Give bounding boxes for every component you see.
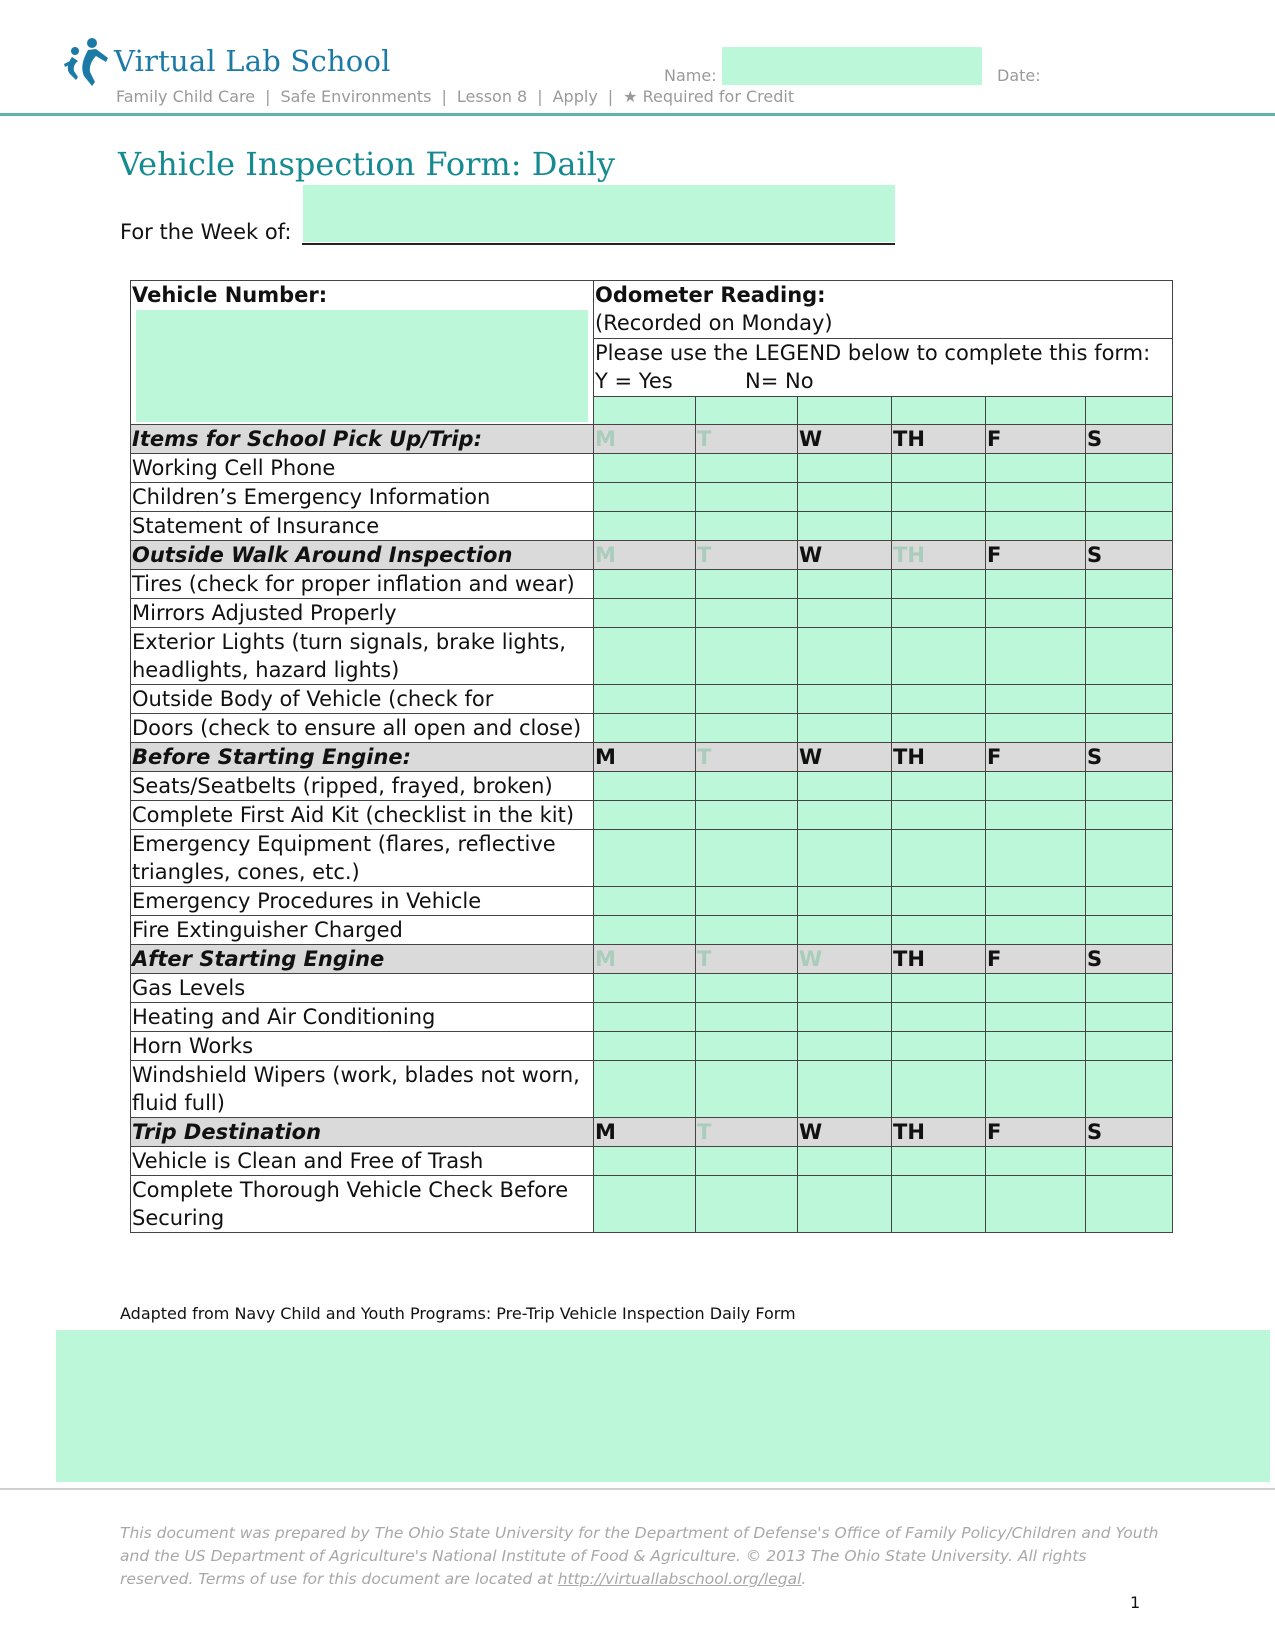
- section-header-row: [131, 541, 1173, 570]
- checklist-item-label: Complete Thorough Vehicle Check Before Securing: [131, 1176, 594, 1233]
- section-title: Items for School Pick Up/Trip:: [131, 425, 594, 454]
- day-check-input[interactable]: [892, 1032, 986, 1061]
- day-check-input[interactable]: [892, 685, 986, 714]
- day-check-input[interactable]: [594, 916, 696, 945]
- checklist-item-label: Tires (check for proper inflation and wear): [131, 570, 594, 599]
- day-check-input[interactable]: [1086, 714, 1173, 743]
- day-check-input[interactable]: [798, 974, 892, 1003]
- checklist-row: [131, 801, 1173, 830]
- day-check-input[interactable]: [986, 512, 1086, 541]
- section-title: Trip Destination: [131, 1118, 594, 1147]
- header-divider: [0, 113, 1275, 116]
- legal-text: This document was prepared by The Ohio State University for the Department of Defense's Office of Family Policy/Children and Youth and the US Department of Agriculture's National Institute of Food & Agriculture. © 2013 The Ohio State University. All rights reserved. Terms of use for this document are located at: [120, 1524, 1159, 1588]
- day-check-input[interactable]: [594, 1147, 696, 1176]
- legend-yes: Y = Yes: [595, 369, 673, 393]
- week-of-underline: [302, 243, 895, 245]
- day-header: W: [798, 945, 892, 974]
- footer-input-area[interactable]: [56, 1330, 1270, 1482]
- checklist-item-label: Mirrors Adjusted Properly: [131, 599, 594, 628]
- day-check-input[interactable]: [986, 1061, 1086, 1118]
- day-check-input[interactable]: [798, 916, 892, 945]
- day-check-input[interactable]: [892, 772, 986, 801]
- week-of-label: For the Week of:: [120, 220, 292, 244]
- spacer-cell: [594, 397, 696, 425]
- day-check-input[interactable]: [892, 512, 986, 541]
- day-check-input[interactable]: [1086, 887, 1173, 916]
- day-check-input[interactable]: [696, 1061, 798, 1118]
- day-check-input[interactable]: [1086, 974, 1173, 1003]
- day-check-input[interactable]: [798, 628, 892, 685]
- day-check-input[interactable]: [1086, 830, 1173, 887]
- day-check-input[interactable]: [798, 685, 892, 714]
- day-check-input[interactable]: [696, 887, 798, 916]
- required-credit-badge: ★ Required for Credit: [623, 87, 795, 106]
- section-header-row: [131, 425, 1173, 454]
- day-header: M: [594, 743, 696, 772]
- day-check-input[interactable]: [892, 628, 986, 685]
- checklist-item-label: Fire Extinguisher Charged: [131, 916, 594, 945]
- day-check-input[interactable]: [798, 1147, 892, 1176]
- day-check-input[interactable]: [696, 916, 798, 945]
- day-check-input[interactable]: [798, 830, 892, 887]
- day-check-input[interactable]: [1086, 599, 1173, 628]
- day-check-input[interactable]: [594, 483, 696, 512]
- vehicle-number-cell: [131, 281, 594, 425]
- day-check-input[interactable]: [696, 801, 798, 830]
- spacer-cell: [696, 397, 798, 425]
- day-check-input[interactable]: [696, 628, 798, 685]
- day-header: M: [594, 945, 696, 974]
- legal-link[interactable]: http://virtuallabschool.org/legal: [557, 1570, 802, 1588]
- day-check-input[interactable]: [696, 570, 798, 599]
- day-check-input[interactable]: [1086, 1003, 1173, 1032]
- checklist-row: [131, 916, 1173, 945]
- day-check-input[interactable]: [892, 599, 986, 628]
- day-header: W: [798, 1118, 892, 1147]
- breadcrumb-item[interactable]: Apply: [552, 87, 598, 106]
- day-header: T: [696, 541, 798, 570]
- day-check-input[interactable]: [696, 1147, 798, 1176]
- day-check-input[interactable]: [594, 1032, 696, 1061]
- day-header: TH: [892, 743, 986, 772]
- day-check-input[interactable]: [798, 1032, 892, 1061]
- day-header: S: [1086, 945, 1173, 974]
- checklist-item-label: Horn Works: [131, 1032, 594, 1061]
- section-header-row: [131, 743, 1173, 772]
- day-check-input[interactable]: [798, 714, 892, 743]
- vehicle-number-input[interactable]: [136, 310, 588, 422]
- date-label: Date:: [997, 66, 1041, 85]
- day-header: F: [986, 425, 1086, 454]
- day-check-input[interactable]: [1086, 1061, 1173, 1118]
- spacer-cell: [892, 397, 986, 425]
- checklist-row: [131, 1147, 1173, 1176]
- checklist-item-label: Doors (check to ensure all open and close): [131, 714, 594, 743]
- day-check-input[interactable]: [892, 974, 986, 1003]
- day-check-input[interactable]: [594, 772, 696, 801]
- header-row-odometer: [131, 281, 1173, 339]
- day-check-input[interactable]: [986, 599, 1086, 628]
- day-check-input[interactable]: [594, 1003, 696, 1032]
- inspection-table: [130, 280, 1173, 1233]
- spacer-cell: [986, 397, 1086, 425]
- day-check-input[interactable]: [594, 570, 696, 599]
- day-check-input[interactable]: [986, 772, 1086, 801]
- brand-name: Virtual Lab School: [114, 44, 391, 78]
- legend-text: Please use the LEGEND below to complete this form:: [595, 341, 1151, 365]
- day-check-input[interactable]: [798, 801, 892, 830]
- day-check-input[interactable]: [986, 1003, 1086, 1032]
- day-check-input[interactable]: [798, 512, 892, 541]
- day-check-input[interactable]: [986, 454, 1086, 483]
- day-check-input[interactable]: [892, 1003, 986, 1032]
- day-header: W: [798, 743, 892, 772]
- day-check-input[interactable]: [1086, 1147, 1173, 1176]
- week-of-input[interactable]: [303, 185, 895, 242]
- checklist-row: [131, 454, 1173, 483]
- checklist-row: [131, 483, 1173, 512]
- day-check-input[interactable]: [986, 1176, 1086, 1233]
- checklist-row: [131, 628, 1173, 685]
- day-check-input[interactable]: [594, 512, 696, 541]
- day-check-input[interactable]: [986, 801, 1086, 830]
- day-check-input[interactable]: [892, 1061, 986, 1118]
- day-check-input[interactable]: [986, 483, 1086, 512]
- day-check-input[interactable]: [594, 685, 696, 714]
- checklist-item-label: Emergency Procedures in Vehicle: [131, 887, 594, 916]
- section-header-row: [131, 945, 1173, 974]
- day-check-input[interactable]: [594, 714, 696, 743]
- vehicle-number-label: Vehicle Number:: [132, 283, 328, 307]
- day-check-input[interactable]: [798, 483, 892, 512]
- checklist-row: [131, 830, 1173, 887]
- day-header: S: [1086, 541, 1173, 570]
- day-check-input[interactable]: [986, 570, 1086, 599]
- day-check-input[interactable]: [1086, 570, 1173, 599]
- day-check-input[interactable]: [696, 483, 798, 512]
- vls-logo-icon: [62, 36, 110, 88]
- day-check-input[interactable]: [594, 1061, 696, 1118]
- day-check-input[interactable]: [798, 599, 892, 628]
- name-label: Name:: [664, 66, 717, 85]
- legend-cell: [594, 339, 1173, 397]
- day-header: TH: [892, 945, 986, 974]
- checklist-item-label: Working Cell Phone: [131, 454, 594, 483]
- checklist-row: [131, 685, 1173, 714]
- day-header: W: [798, 425, 892, 454]
- day-header: F: [986, 743, 1086, 772]
- section-title: Outside Walk Around Inspection: [131, 541, 594, 570]
- checklist-row: [131, 1003, 1173, 1032]
- checklist-row: [131, 974, 1173, 1003]
- day-check-input[interactable]: [696, 1032, 798, 1061]
- day-check-input[interactable]: [986, 916, 1086, 945]
- day-check-input[interactable]: [696, 714, 798, 743]
- day-check-input[interactable]: [986, 1032, 1086, 1061]
- day-check-input[interactable]: [986, 887, 1086, 916]
- day-check-input[interactable]: [798, 1003, 892, 1032]
- day-check-input[interactable]: [696, 599, 798, 628]
- day-check-input[interactable]: [696, 1176, 798, 1233]
- day-check-input[interactable]: [798, 454, 892, 483]
- day-header: TH: [892, 425, 986, 454]
- day-check-input[interactable]: [892, 1176, 986, 1233]
- day-check-input[interactable]: [986, 1147, 1086, 1176]
- breadcrumb-item[interactable]: Safe Environments: [280, 87, 432, 106]
- spacer-cell: [798, 397, 892, 425]
- day-check-input[interactable]: [1086, 685, 1173, 714]
- breadcrumb-item[interactable]: Lesson 8: [456, 87, 528, 106]
- checklist-item-label: Seats/Seatbelts (ripped, frayed, broken): [131, 772, 594, 801]
- day-check-input[interactable]: [594, 801, 696, 830]
- legal-notice: This document was prepared by The Ohio State University for the Department of Defense's Office of Family Policy/Children and Youth and the US Department of Agriculture's National Institute of Food & Agriculture. © 2013 The Ohio State University. All rights reserved. Terms of use for this document are located at http://virtuallabschool.org/legal.: [120, 1524, 1159, 1588]
- day-check-input[interactable]: [986, 628, 1086, 685]
- day-header: TH: [892, 1118, 986, 1147]
- day-header: TH: [892, 541, 986, 570]
- day-header: T: [696, 743, 798, 772]
- odometer-note: (Recorded on Monday): [595, 311, 833, 335]
- day-check-input[interactable]: [1086, 628, 1173, 685]
- day-check-input[interactable]: [986, 685, 1086, 714]
- breadcrumb-item[interactable]: Family Child Care: [116, 87, 256, 106]
- day-check-input[interactable]: [1086, 483, 1173, 512]
- day-check-input[interactable]: [892, 830, 986, 887]
- breadcrumb: Family Child Care | Safe Environments | Lesson 8 | Apply | ★ Required for Credit: [116, 87, 795, 106]
- day-check-input[interactable]: [696, 512, 798, 541]
- day-check-input[interactable]: [798, 887, 892, 916]
- day-check-input[interactable]: [798, 1061, 892, 1118]
- day-check-input[interactable]: [1086, 454, 1173, 483]
- spacer-cell: [1086, 397, 1173, 425]
- checklist-item-label: Emergency Equipment (flares, reflective triangles, cones, etc.): [131, 830, 594, 887]
- day-check-input[interactable]: [696, 772, 798, 801]
- checklist-row: [131, 772, 1173, 801]
- day-check-input[interactable]: [696, 454, 798, 483]
- checklist-row: [131, 1032, 1173, 1061]
- day-check-input[interactable]: [696, 1003, 798, 1032]
- name-input[interactable]: [722, 47, 982, 85]
- checklist-item-label: Children’s Emergency Information: [131, 483, 594, 512]
- day-check-input[interactable]: [1086, 772, 1173, 801]
- day-check-input[interactable]: [798, 772, 892, 801]
- day-header: T: [696, 1118, 798, 1147]
- day-check-input[interactable]: [696, 974, 798, 1003]
- day-check-input[interactable]: [986, 974, 1086, 1003]
- checklist-row: [131, 599, 1173, 628]
- day-header: F: [986, 1118, 1086, 1147]
- day-check-input[interactable]: [1086, 512, 1173, 541]
- checklist-row: [131, 512, 1173, 541]
- checklist-item-label: Complete First Aid Kit (checklist in the kit): [131, 801, 594, 830]
- day-check-input[interactable]: [594, 628, 696, 685]
- day-check-input[interactable]: [798, 1176, 892, 1233]
- day-header: W: [798, 541, 892, 570]
- day-header: F: [986, 541, 1086, 570]
- checklist-item-label: Exterior Lights (turn signals, brake lights, headlights, hazard lights): [131, 628, 594, 685]
- day-header: M: [594, 1118, 696, 1147]
- day-check-input[interactable]: [986, 830, 1086, 887]
- checklist-item-label: Heating and Air Conditioning: [131, 1003, 594, 1032]
- checklist-row: [131, 714, 1173, 743]
- day-header: T: [696, 425, 798, 454]
- day-check-input[interactable]: [594, 974, 696, 1003]
- day-check-input[interactable]: [798, 570, 892, 599]
- day-check-input[interactable]: [1086, 1176, 1173, 1233]
- day-check-input[interactable]: [1086, 916, 1173, 945]
- page-title: Vehicle Inspection Form: Daily: [118, 145, 615, 183]
- day-check-input[interactable]: [594, 599, 696, 628]
- checklist-item-label: Statement of Insurance: [131, 512, 594, 541]
- day-check-input[interactable]: [1086, 801, 1173, 830]
- day-check-input[interactable]: [594, 1176, 696, 1233]
- day-check-input[interactable]: [892, 916, 986, 945]
- odometer-label: Odometer Reading:: [595, 283, 826, 307]
- checklist-row: [131, 1061, 1173, 1118]
- odometer-cell: [594, 281, 1173, 339]
- day-header: S: [1086, 1118, 1173, 1147]
- day-check-input[interactable]: [594, 887, 696, 916]
- day-check-input[interactable]: [594, 830, 696, 887]
- day-check-input[interactable]: [892, 570, 986, 599]
- footer-divider: [0, 1488, 1275, 1490]
- day-check-input[interactable]: [986, 714, 1086, 743]
- day-check-input[interactable]: [1086, 1032, 1173, 1061]
- checklist-item-label: Gas Levels: [131, 974, 594, 1003]
- checklist-item-label: Outside Body of Vehicle (check for: [131, 685, 594, 714]
- day-check-input[interactable]: [892, 887, 986, 916]
- day-check-input[interactable]: [892, 483, 986, 512]
- adapted-note: Adapted from Navy Child and Youth Programs: Pre-Trip Vehicle Inspection Daily Form: [120, 1304, 796, 1323]
- day-check-input[interactable]: [892, 454, 986, 483]
- section-header-row: [131, 1118, 1173, 1147]
- section-title: After Starting Engine: [131, 945, 594, 974]
- section-title: Before Starting Engine:: [131, 743, 594, 772]
- checklist-row: [131, 570, 1173, 599]
- day-check-input[interactable]: [892, 714, 986, 743]
- page-number: 1: [1130, 1593, 1141, 1612]
- checklist-item-label: Vehicle is Clean and Free of Trash: [131, 1147, 594, 1176]
- day-check-input[interactable]: [892, 801, 986, 830]
- day-check-input[interactable]: [594, 454, 696, 483]
- day-check-input[interactable]: [892, 1147, 986, 1176]
- day-check-input[interactable]: [696, 830, 798, 887]
- checklist-row: [131, 1176, 1173, 1233]
- day-header: S: [1086, 425, 1173, 454]
- checklist-row: [131, 887, 1173, 916]
- day-header: F: [986, 945, 1086, 974]
- day-check-input[interactable]: [696, 685, 798, 714]
- checklist-item-label: Windshield Wipers (work, blades not worn, fluid full): [131, 1061, 594, 1118]
- day-header: M: [594, 425, 696, 454]
- day-header: M: [594, 541, 696, 570]
- day-header: T: [696, 945, 798, 974]
- legend-no: N= No: [745, 369, 814, 393]
- day-header: S: [1086, 743, 1173, 772]
